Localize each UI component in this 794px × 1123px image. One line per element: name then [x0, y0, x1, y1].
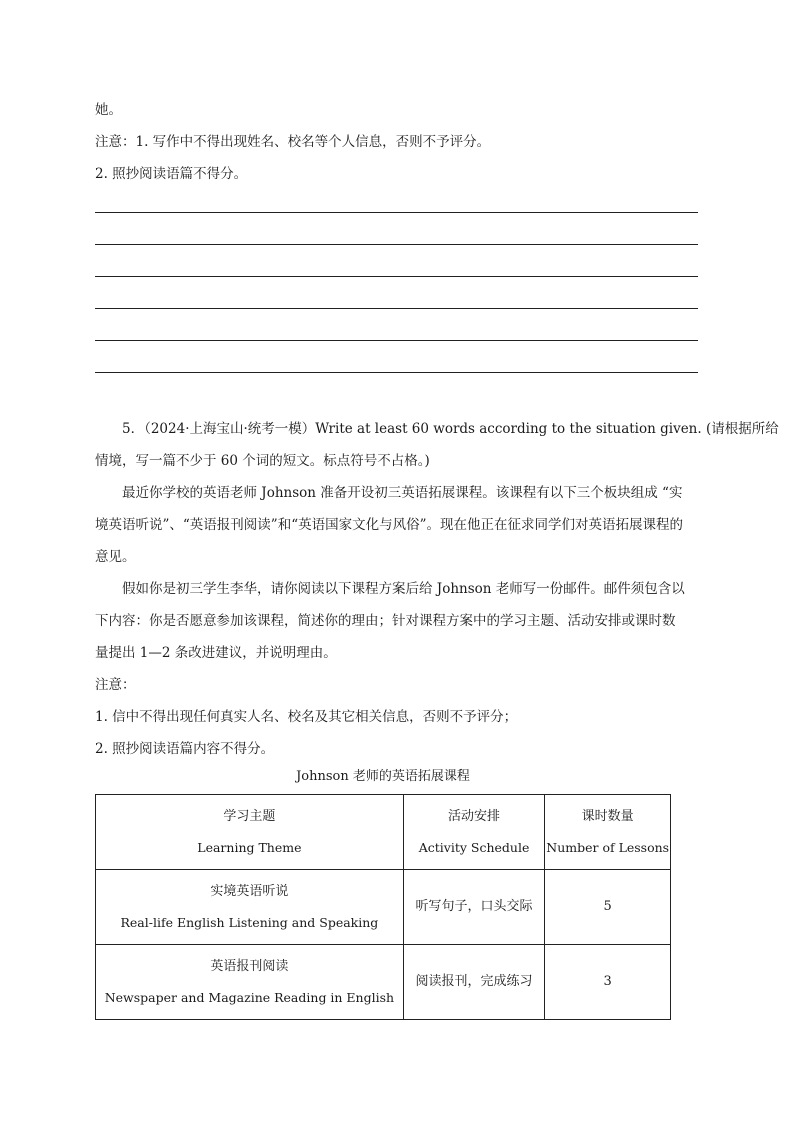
- table-caption: Johnson 老师的英语拓展课程: [296, 769, 470, 784]
- lessons-cell: 3: [545, 945, 671, 1020]
- writing-line[interactable]: [95, 276, 698, 277]
- note-2: 2. 照抄阅读语篇内容不得分。: [95, 741, 275, 757]
- table-row: [96, 870, 671, 945]
- paragraph-2-line-2: 下内容：你是否愿意参加该课程，简述你的理由；针对课程方案中的学习主题、活动安排或课时数: [95, 613, 676, 629]
- theme-cell: 英语报刊阅读 Newspaper and Magazine Reading in English: [96, 945, 404, 1020]
- writing-line[interactable]: [95, 372, 698, 373]
- question-5-heading-cont: 情境，写一篇不少于 60 个词的短文。标点符号不占格。): [95, 453, 430, 469]
- intro-note-1: 注意：1. 写作中不得出现姓名、校名等个人信息，否则不予评分。: [95, 134, 491, 150]
- writing-line[interactable]: [95, 244, 698, 245]
- writing-line[interactable]: [95, 212, 698, 213]
- header-activity-schedule: 活动安排 Activity Schedule: [403, 795, 545, 870]
- table-header-row: [96, 795, 671, 870]
- table-row: [96, 945, 671, 1020]
- note-1: 1. 信中不得出现任何真实人名、校名及其它相关信息，否则不予评分；: [95, 709, 518, 725]
- note-label: 注意：: [95, 677, 136, 693]
- paragraph-1-line-3: 意见。: [95, 549, 136, 565]
- course-table: [95, 794, 671, 1020]
- activity-cell: 阅读报刊，完成练习: [403, 945, 545, 1020]
- question-5-heading: 5．（2024·上海宝山·统考一模）Write at least 60 words according to the situation given. (请根据所给: [122, 421, 779, 437]
- header-learning-theme: 学习主题 Learning Theme: [96, 795, 404, 870]
- lessons-cell: 5: [545, 870, 671, 945]
- paragraph-2-line-3: 量提出 1—2 条改进建议，并说明理由。: [95, 645, 337, 661]
- writing-line[interactable]: [95, 340, 698, 341]
- activity-cell: 听写句子，口头交际: [403, 870, 545, 945]
- paragraph-2-line-1: 假如你是初三学生李华，请你阅读以下课程方案后给 Johnson 老师写一份邮件。邮件须包含以: [122, 581, 685, 597]
- writing-line[interactable]: [95, 308, 698, 309]
- intro-note-2: 2. 照抄阅读语篇不得分。: [95, 166, 248, 182]
- continuation-text: 她。: [95, 102, 122, 118]
- theme-cell: 实境英语听说 Real-life English Listening and Speaking: [96, 870, 404, 945]
- paragraph-1-line-1: 最近你学校的英语老师 Johnson 准备开设初三英语拓展课程。该课程有以下三个板块组成 “实: [122, 485, 683, 501]
- paragraph-1-line-2: 境英语听说”、“英语报刊阅读”和“英语国家文化与风俗”。现在他正在征求同学们对英语拓展课程的: [95, 517, 684, 533]
- header-number-of-lessons: 课时数量 Number of Lessons: [545, 795, 671, 870]
